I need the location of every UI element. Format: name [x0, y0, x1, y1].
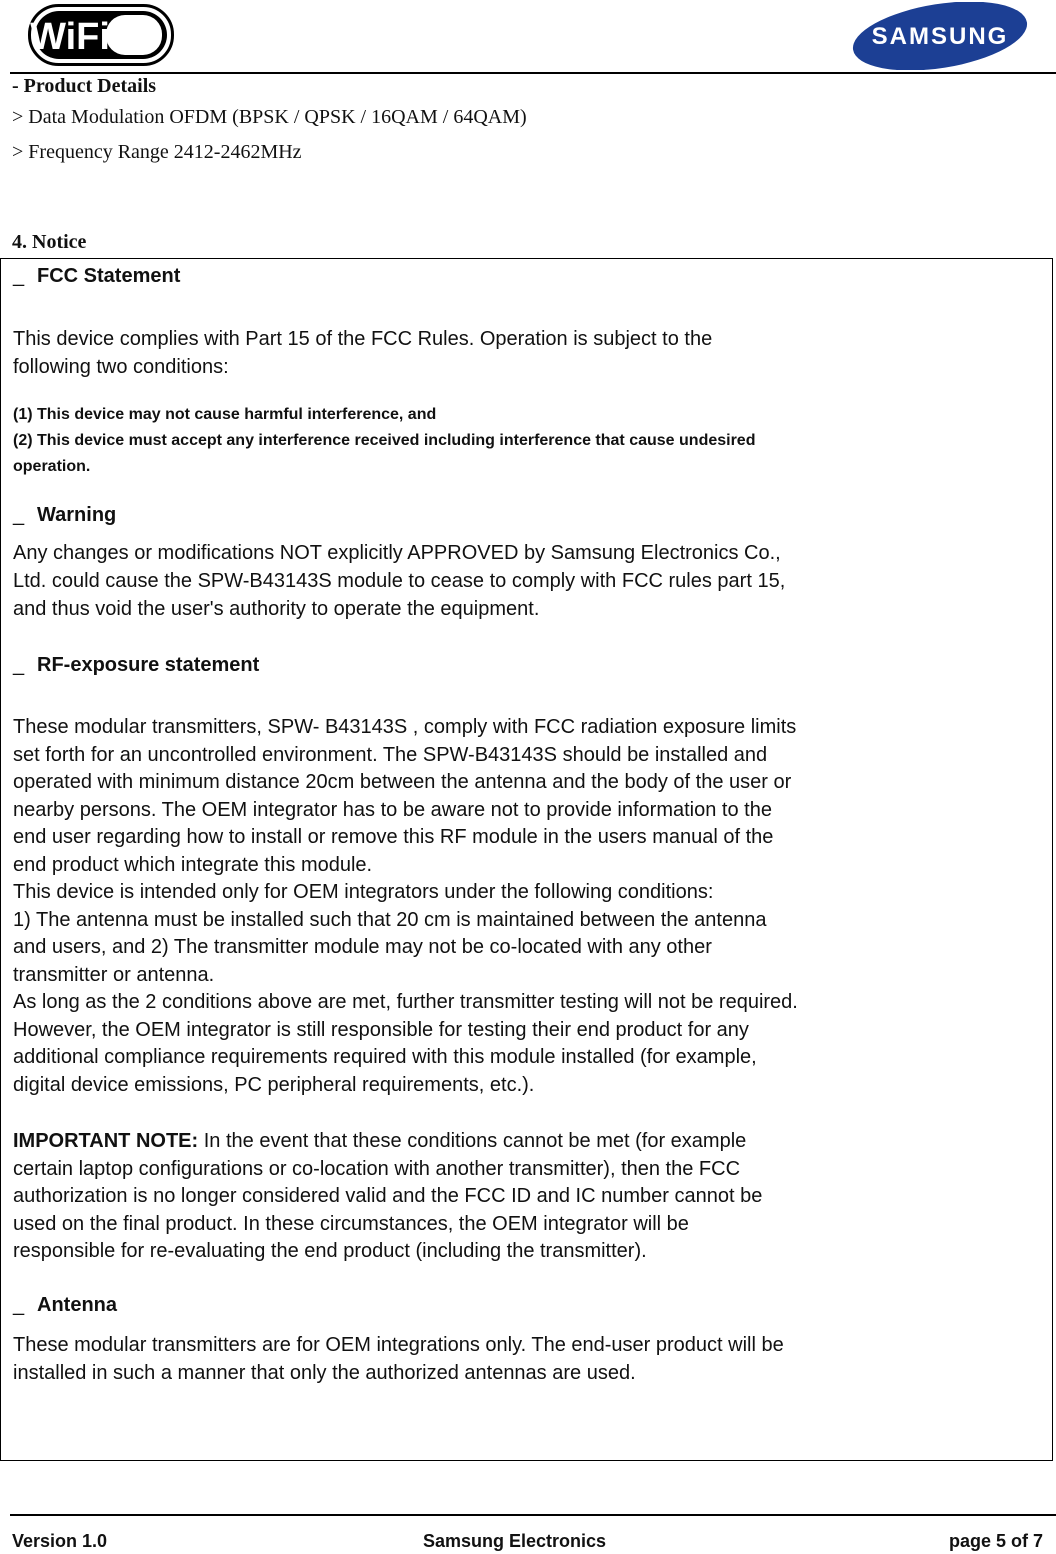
wifi-logo: [28, 4, 174, 66]
important-note-line: authorization is no longer considered valid and the FCC ID and IC number cannot be: [13, 1185, 763, 1207]
warning-line: Any changes or modifications NOT explicitly APPROVED by Samsung Electronics Co.,: [13, 542, 781, 564]
rf-line: This device is intended only for OEM integrators under the following conditions:: [13, 881, 714, 903]
fcc-condition-line: (1) This device may not cause harmful interference, and: [13, 406, 437, 423]
wifi-logo-text-wi: WiFi: [30, 16, 110, 58]
rf-heading-bullet: _: [13, 654, 25, 676]
antenna-heading: [13, 1294, 117, 1317]
important-note-label: IMPORTANT NOTE:: [13, 1130, 199, 1152]
rf-line: additional compliance requirements required with this module installed (for example,: [13, 1046, 757, 1068]
antenna-line: These modular transmitters are for OEM integrations only. The end-user product will be: [13, 1334, 784, 1356]
fcc-para-line: following two conditions:: [13, 356, 229, 378]
warning-heading-text: Warning: [37, 504, 117, 526]
important-note-line: [13, 1128, 746, 1156]
warning-heading: [13, 504, 116, 527]
antenna-heading-text: Antenna: [37, 1294, 117, 1316]
rf-line: As long as the 2 conditions above are met, further transmitter testing will not be required.: [13, 991, 798, 1013]
rf-heading-text: RF-exposure statement: [37, 654, 260, 676]
fcc-condition-line: operation.: [13, 458, 91, 475]
fcc-para-line: This device complies with Part 15 of the FCC Rules. Operation is subject to the: [13, 328, 713, 350]
samsung-logo: [850, 2, 1030, 70]
warning-heading-bullet: _: [13, 504, 25, 526]
rf-line: and users, and 2) The transmitter module may not be co-located with any other: [13, 936, 712, 958]
fcc-heading-text: FCC Statement: [37, 265, 181, 287]
important-note-line: responsible for re-evaluating the end product (including the transmitter).: [13, 1240, 647, 1262]
important-note-line: used on the final product. In these circumstances, the OEM integrator will be: [13, 1212, 689, 1235]
rf-line: These modular transmitters, SPW- B43143S , comply with FCC radiation exposure limits: [13, 716, 797, 738]
fcc-heading-bullet: _: [13, 265, 25, 287]
fcc-statement-heading: [13, 265, 180, 288]
rf-line: 1) The antenna must be installed such that 20 cm is maintained between the antenna: [13, 908, 767, 931]
antenna-line: installed in such a manner that only the authorized antennas are used.: [13, 1362, 636, 1384]
rf-line: digital device emissions, PC peripheral requirements, etc.).: [13, 1073, 535, 1096]
notice-box: [0, 258, 1053, 1461]
warning-line: and thus void the user's authority to operate the equipment.: [13, 598, 540, 620]
rf-line: transmitter or antenna.: [13, 963, 215, 986]
rf-line: nearby persons. The OEM integrator has to be aware not to provide information to the: [13, 798, 772, 821]
rf-exposure-heading: [13, 654, 259, 677]
rf-line: end user regarding how to install or remove this RF module in the users manual of the: [13, 826, 774, 848]
samsung-logo-text: SAMSUNG: [871, 23, 1009, 50]
footer-divider: [10, 1514, 1056, 1516]
rf-line: set forth for an uncontrolled environment. The SPW-B43143S should be installed and: [13, 743, 768, 766]
important-note-line: certain laptop configurations or co-location with another transmitter), then the FCC: [13, 1157, 741, 1180]
warning-line: Ltd. could cause the SPW-B43143S module to cease to comply with FCC rules part 15,: [13, 570, 786, 592]
data-modulation-line: > Data Modulation OFDM (BPSK / QPSK / 16QAM / 64QAM): [12, 106, 527, 128]
header-divider: [10, 72, 1056, 74]
rf-line: operated with minimum distance 20cm between the antenna and the body of the user or: [13, 771, 792, 793]
important-note-first: In the event that these conditions cannot be met (for example: [198, 1130, 747, 1152]
footer-page-number: page 5 of 7: [948, 1531, 1043, 1551]
footer-company: Samsung Electronics: [423, 1531, 607, 1551]
fcc-condition-line: (2) This device must accept any interference received including interference that cause undesired: [13, 432, 756, 449]
rf-line: However, the OEM integrator is still responsible for testing their end product for any: [13, 1018, 749, 1041]
notice-section-title: 4. Notice: [12, 231, 87, 253]
frequency-range-line: > Frequency Range 2412-2462MHz: [12, 141, 302, 163]
antenna-heading-bullet: _: [13, 1294, 25, 1316]
rf-line: end product which integrate this module.: [13, 853, 373, 876]
footer-version: Version 1.0: [12, 1531, 108, 1551]
product-details-title: - Product Details: [12, 75, 157, 97]
